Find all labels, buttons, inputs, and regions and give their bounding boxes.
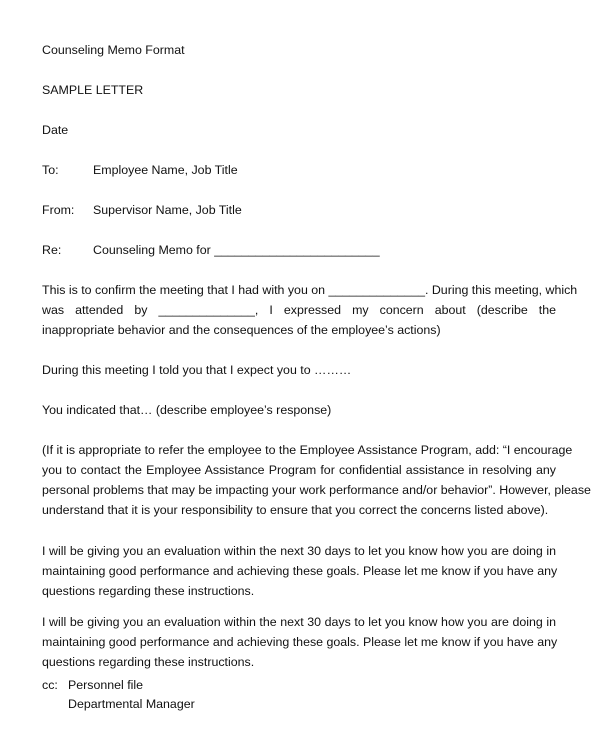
paragraph-line: questions regarding these instructions. (42, 655, 255, 669)
paragraph-line: understand that it is your responsibility to ensure that you correct the concerns listed above). (42, 503, 549, 517)
paragraph-line: I will be giving you an evaluation within the next 30 days to let you know how you are doing in (42, 615, 556, 629)
re-value: Counseling Memo for ________________________ (93, 243, 380, 257)
to-label: To: (42, 163, 59, 177)
cc-item-departmental-manager: Departmental Manager (68, 697, 195, 711)
from-value: Supervisor Name, Job Title (93, 203, 242, 217)
paragraph-expectations (42, 360, 556, 380)
from-label: From: (42, 203, 75, 217)
paragraph-line: you to contact the Employee Assistance Program for confidential assistance in resolving any (42, 463, 556, 477)
paragraph-evaluation-repeat (42, 612, 556, 672)
memo-heading: Counseling Memo Format (42, 43, 185, 57)
re-label: Re: (42, 243, 62, 257)
paragraph-line: maintaining good performance and achieving these goals. Please let me know if you have any (42, 635, 558, 649)
paragraph-evaluation (42, 541, 556, 601)
paragraph-line: was attended by ______________, I expressed my concern about (describe the (42, 303, 556, 317)
to-value: Employee Name, Job Title (93, 163, 238, 177)
paragraph-line: I will be giving you an evaluation within the next 30 days to let you know how you are doing in (42, 544, 556, 558)
paragraph-meeting-confirmation (42, 280, 578, 340)
paragraph-line: (If it is appropriate to refer the employee to the Employee Assistance Program, add: “I encourage (42, 443, 573, 457)
paragraph-eap-referral (42, 440, 591, 520)
paragraph-line: During this meeting I told you that I expect you to ……… (42, 363, 352, 377)
paragraph-line: questions regarding these instructions. (42, 584, 255, 598)
cc-label: cc: (42, 678, 58, 692)
paragraph-employee-response (42, 400, 556, 420)
cc-item-personnel-file: Personnel file (68, 678, 144, 692)
paragraph-line: maintaining good performance and achieving these goals. Please let me know if you have any (42, 564, 558, 578)
paragraph-line: This is to confirm the meeting that I had with you on ______________. During this meeting, which (42, 283, 578, 297)
paragraph-line: You indicated that… (describe employee’s response) (42, 403, 332, 417)
date-label: Date (42, 123, 69, 137)
paragraph-line: inappropriate behavior and the consequences of the employee’s actions) (42, 323, 441, 337)
paragraph-line: personal problems that may be impacting your work performance and/or behavior”. However, please (42, 483, 591, 497)
memo-subheading: SAMPLE LETTER (42, 83, 144, 97)
